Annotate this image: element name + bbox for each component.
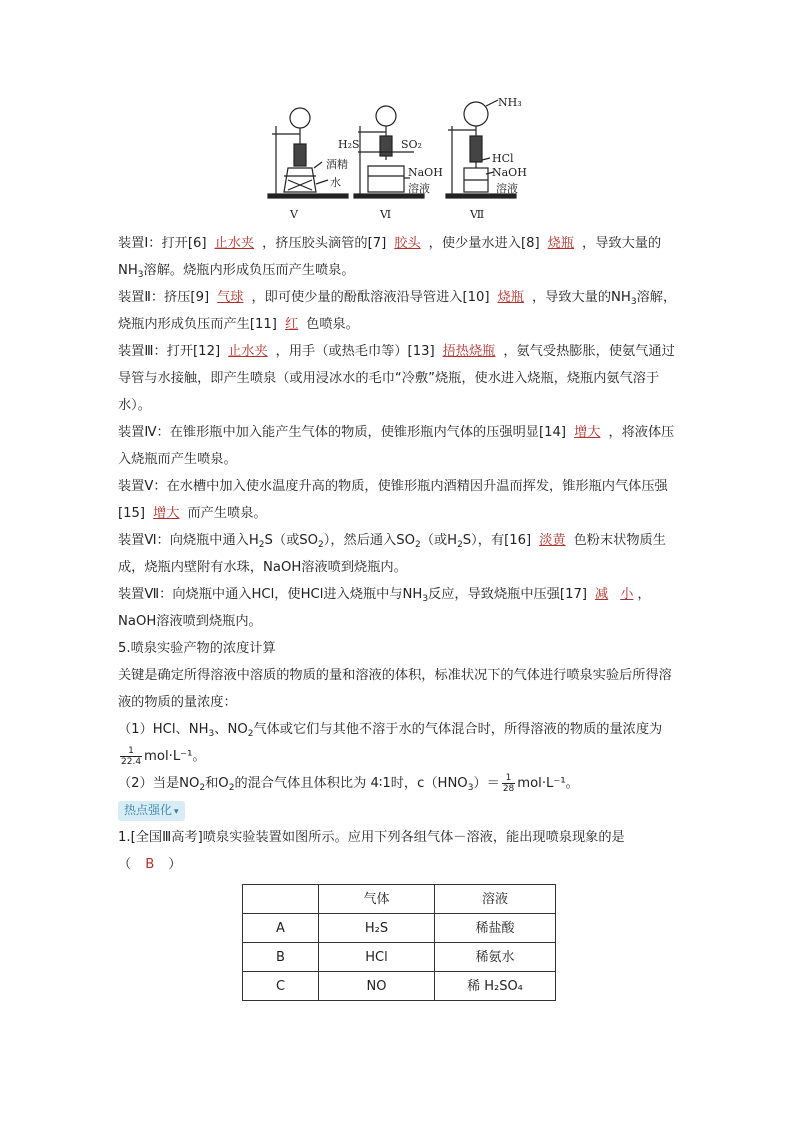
paragraph-device-2 <box>118 284 678 338</box>
question-1 <box>118 824 678 878</box>
answer-10: 烧瓶 <box>497 290 524 305</box>
answer-11: 红 <box>284 317 299 332</box>
paragraph-device-4 <box>118 419 678 473</box>
fraction <box>502 773 515 794</box>
table-cell: HCl <box>319 943 435 972</box>
subscript: 3 <box>630 297 637 307</box>
label-solution-vi: 溶液 <box>408 182 430 195</box>
table-cell: C <box>243 972 319 1001</box>
text: 和O <box>205 776 229 791</box>
label-naoh-vii: NaOH <box>492 166 527 179</box>
label-vii: Ⅶ <box>470 208 485 221</box>
text: mol·L⁻¹。 <box>517 776 579 791</box>
paragraph-case-1 <box>118 716 678 770</box>
table-cell: 稀盐酸 <box>435 914 556 943</box>
table-cell: B <box>243 943 319 972</box>
answer-17-part-2: 小 <box>620 587 634 602</box>
subscript: 2 <box>415 540 421 550</box>
table-cell: H₂S <box>319 914 435 943</box>
hotspot-badge-row <box>118 797 678 824</box>
text: ）＝ <box>473 776 500 791</box>
subscript: 3 <box>137 270 144 280</box>
header-cell <box>243 885 319 914</box>
fraction-numerator: 1 <box>502 773 515 784</box>
paragraph-device-1 <box>118 230 678 284</box>
text: 溶解。烧瓶内形成负压而产生喷泉。 <box>143 263 355 278</box>
text: 装置Ⅲ：打开[12] <box>118 344 221 359</box>
paragraph-device-5 <box>118 473 678 527</box>
text: ，导致大量的NH <box>531 290 631 305</box>
text: 装置Ⅰ：打开[6] <box>118 236 207 251</box>
table-cell: 稀 H₂SO₄ <box>435 972 556 1001</box>
text: ，氨气受热膨胀，使氨气通过导管与水接触，即产生喷泉（或用浸冰水的毛巾“冷敷”烧瓶，使水进入烧瓶，烧瓶内氨气溶于水）。 <box>118 344 675 413</box>
text: mol·L⁻¹。 <box>144 749 206 764</box>
text: ，将液体压入烧瓶而产生喷泉。 <box>118 425 675 467</box>
subscript: 3 <box>467 783 474 793</box>
label-alcohol: 酒精 <box>326 158 348 171</box>
paragraph-case-2 <box>118 770 678 797</box>
label-naoh-vi: NaOH <box>408 166 443 179</box>
fraction-denominator: 28 <box>502 783 515 794</box>
main-text <box>118 230 678 1001</box>
answer-9: 气球 <box>217 290 244 305</box>
subscript: 2 <box>228 783 235 793</box>
text: ，NaOH溶液喷到烧瓶内。 <box>118 587 651 629</box>
paragraph-device-3 <box>118 338 678 419</box>
text: 的混合气体且体积比为 4∶1时，c（HNO <box>234 776 468 791</box>
subscript: 3 <box>208 729 215 739</box>
table-cell: A <box>243 914 319 943</box>
label-v: Ⅴ <box>290 208 298 221</box>
answer-6: 止水夹 <box>214 236 255 251</box>
text: 装置Ⅴ：在水槽中加入使水温度升高的物质，使锥形瓶内酒精因升温而挥发，锥形瓶内气体压强[15] <box>118 479 668 521</box>
label-hcl: HCl <box>492 152 514 165</box>
answer-13: 捂热烧瓶 <box>442 344 496 359</box>
text: S），有[16] <box>462 533 532 548</box>
text: ，用手（或热毛巾等）[13] <box>275 344 435 359</box>
table-cell: 稀氨水 <box>435 943 556 972</box>
label-so2: SO₂ <box>401 138 422 151</box>
fraction-numerator: 1 <box>120 746 142 757</box>
hotspot-badge: 热点强化 ▾ <box>118 801 185 821</box>
table-header-row <box>243 885 556 914</box>
paragraph-device-7 <box>118 581 678 635</box>
section-title: 5.喷泉实验产物的浓度计算 <box>118 641 276 656</box>
answer-16: 淡黄 <box>539 533 566 548</box>
text: 装置Ⅳ：在锥形瓶中加入能产生气体的物质，使锥形瓶内气体的压强明显[14] <box>118 425 567 440</box>
bracket-close: ） <box>168 857 182 872</box>
text: 装置Ⅵ：向烧瓶中通入H <box>118 533 259 548</box>
text: ），然后通入SO <box>323 533 416 548</box>
table-cell: NO <box>319 972 435 1001</box>
paragraph-key-point: 关键是确定所得溶液中溶质的物质的量和溶液的体积，标准状况下的气体进行喷泉实验后所得溶液的物质的量浓度： <box>118 668 672 710</box>
answer-12: 止水夹 <box>228 344 268 359</box>
header-cell: 溶液 <box>435 885 556 914</box>
fraction-denominator: 22.4 <box>121 756 142 767</box>
header-cell: 气体 <box>319 885 435 914</box>
text: 气体或它们与其他不溶于水的气体混合时，所得溶液的物质的量浓度为 <box>253 722 663 737</box>
table-row <box>243 972 556 1001</box>
text: ，使少量水进入[8] <box>428 236 540 251</box>
text: 溶解，烧瓶内形成负压而产生[11] <box>118 290 677 332</box>
subscript: 2 <box>199 783 206 793</box>
text: （1）HCl、NH <box>118 722 209 737</box>
text: 而产生喷泉。 <box>187 506 267 521</box>
subscript: 2 <box>457 540 463 550</box>
subscript: 2 <box>247 729 254 739</box>
text: 、NO <box>214 722 248 737</box>
text: ，即可使少量的酚酞溶液沿导管进入[10] <box>251 290 490 305</box>
fraction <box>120 746 142 767</box>
label-nh3: NH₃ <box>498 96 522 109</box>
text: 反应，导致烧瓶中压强[17] <box>428 587 587 602</box>
text: 装置Ⅶ：向烧瓶中通入HCl，使HCl进入烧瓶中与NH <box>118 587 423 602</box>
label-water: 水 <box>330 176 341 189</box>
label-vi: Ⅵ <box>380 208 392 221</box>
subscript: 2 <box>318 540 324 550</box>
text: （或H <box>420 533 458 548</box>
subscript: 3 <box>422 594 429 604</box>
answer-14: 增大 <box>574 425 601 440</box>
answer-17-part-1: 减 <box>595 587 609 602</box>
table-row <box>243 914 556 943</box>
question-stem: 1.[全国Ⅲ高考]喷泉实验装置如图所示。应用下列各组气体－溶液，能出现喷泉现象的是 <box>118 830 625 845</box>
text: ，导致大量的NH <box>118 236 662 278</box>
subscript: 2 <box>258 540 265 550</box>
text: （2）当是NO <box>118 776 200 791</box>
text: S（或SO <box>264 533 319 548</box>
text: ，挤压胶头滴管的[7] <box>262 236 387 251</box>
label-h2s: H₂S <box>338 138 360 151</box>
question-answer: B <box>145 857 155 872</box>
bracket-open: （ <box>118 857 132 872</box>
paragraph-device-6 <box>118 527 678 581</box>
table-row <box>243 943 556 972</box>
answer-7: 胶头 <box>394 236 421 251</box>
answer-15: 增大 <box>153 506 180 521</box>
answer-8: 烧瓶 <box>547 236 575 251</box>
label-solution-vii: 溶液 <box>496 182 518 195</box>
text: 装置Ⅱ：挤压[9] <box>118 290 210 305</box>
text: 色喷泉。 <box>306 317 359 332</box>
text: 色粉末状物质生成，烧瓶内壁附有水珠，NaOH溶液喷到烧瓶内。 <box>118 533 666 575</box>
apparatus-figure <box>258 96 543 226</box>
gas-solution-table <box>242 884 556 1001</box>
